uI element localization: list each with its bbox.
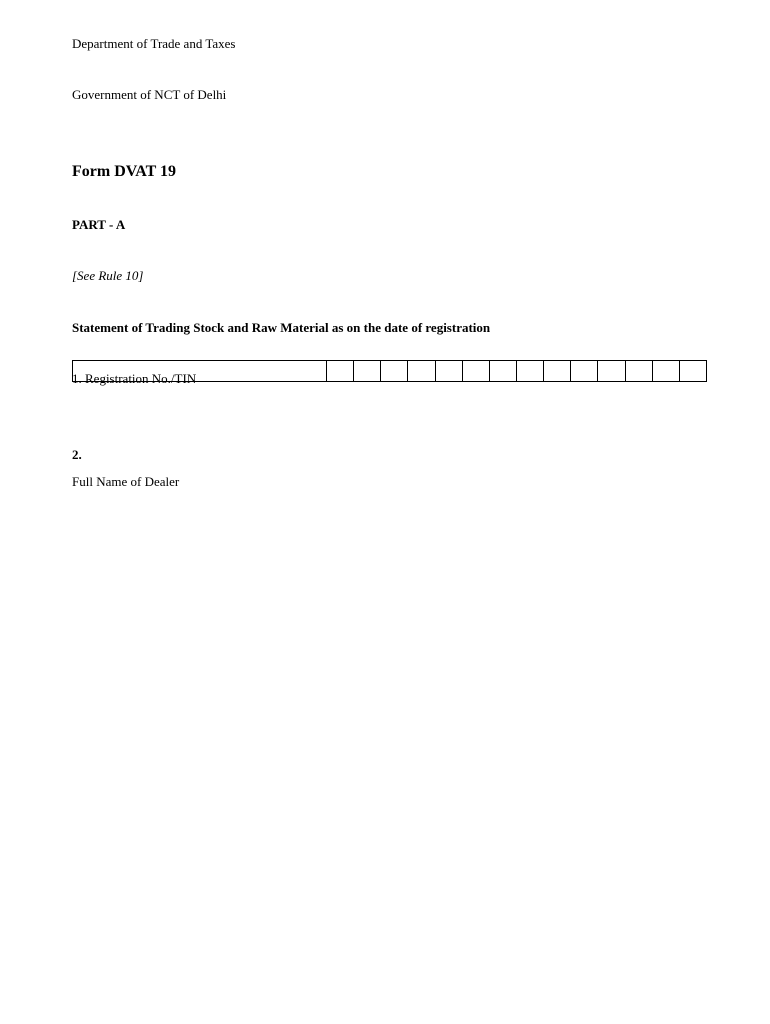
government-name: Government of NCT of Delhi xyxy=(72,87,227,102)
part-heading: PART - A xyxy=(72,217,126,232)
tin-digit-box[interactable] xyxy=(326,361,353,381)
tin-digit-box[interactable] xyxy=(353,361,380,381)
statement-heading: Statement of Trading Stock and Raw Material as on the date of registration xyxy=(72,320,491,335)
tin-digit-box[interactable] xyxy=(407,361,434,381)
item-2-number: 2. xyxy=(72,447,82,462)
tin-digit-box[interactable] xyxy=(570,361,597,381)
tin-digit-box[interactable] xyxy=(543,361,570,381)
tin-digit-box[interactable] xyxy=(625,361,652,381)
tin-digit-box[interactable] xyxy=(652,361,679,381)
department-name: Department of Trade and Taxes xyxy=(72,36,236,51)
tin-digit-box[interactable] xyxy=(597,361,624,381)
tin-digit-box[interactable] xyxy=(380,361,407,381)
tin-digit-box[interactable] xyxy=(462,361,489,381)
registration-label-cell xyxy=(72,361,326,386)
tin-digit-box[interactable] xyxy=(679,361,706,381)
registration-label: 1. Registration No./TIN xyxy=(72,371,197,386)
tin-digit-box[interactable] xyxy=(489,361,516,381)
tin-digit-box[interactable] xyxy=(435,361,462,381)
rule-reference: [See Rule 10] xyxy=(72,268,144,283)
form-title: Form DVAT 19 xyxy=(72,163,176,180)
registration-number-row xyxy=(72,360,707,386)
full-name-of-dealer-label: Full Name of Dealer xyxy=(72,474,180,489)
tin-digit-box[interactable] xyxy=(516,361,543,381)
